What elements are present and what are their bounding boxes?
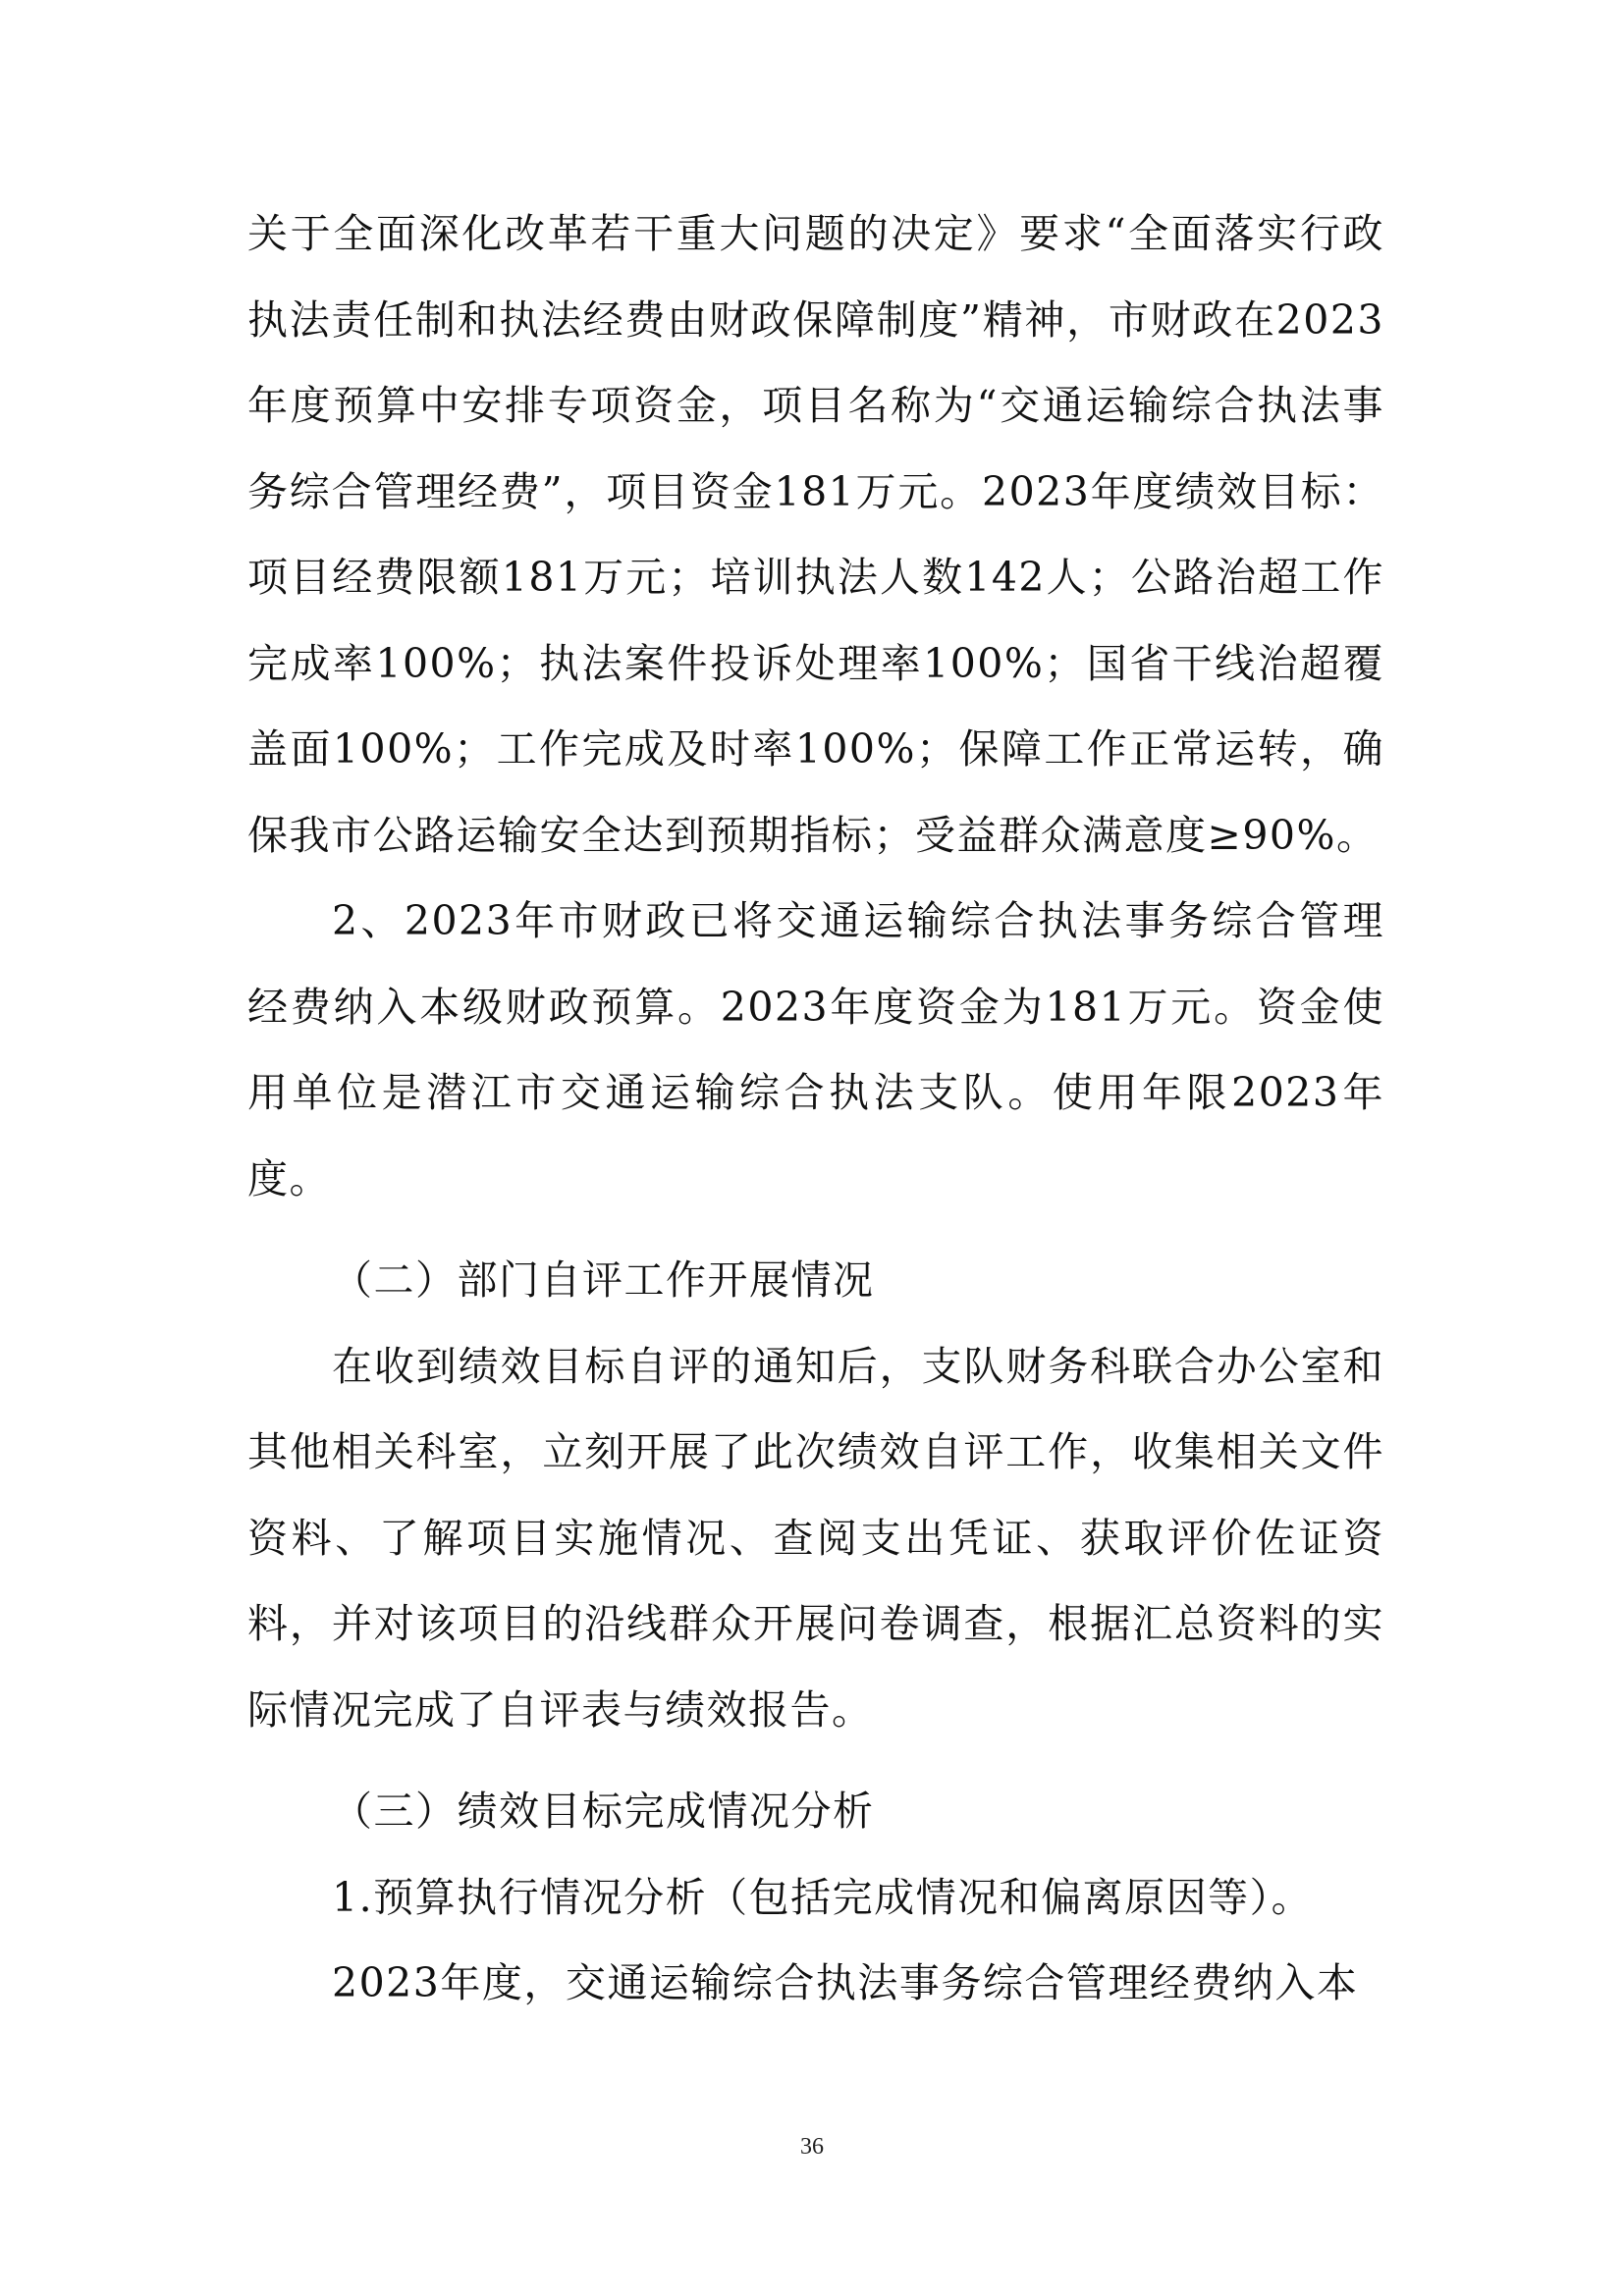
spacer bbox=[247, 1222, 1384, 1238]
section-heading-target-analysis: （三）绩效目标完成情况分析 bbox=[332, 1788, 875, 1835]
page-number: 36 bbox=[800, 2134, 824, 2160]
document-body bbox=[247, 191, 1384, 2027]
paragraph-performance-targets: 关于全面深化改革若干重大问题的决定》要求“全面落实行政执法责任制和执法经费由财政保障制度”精神，市财政在2023年度预算中安排专项资金，项目名称为“交通运输综合执法事务综合管理经费”，项目资金181万元。2023年度绩效目标：项目经费限额181万元；培训执法人数142人；公路治超工作完成率100%；执法案件投诉处理率100%；国省干线治超覆盖面100%；工作完成及时率100%；保障工作正常运转，确保我市公路运输安全达到预期指标；受益群众满意度≥90%。 bbox=[247, 210, 1384, 859]
paragraph-budget-execution: 2023年度，交通运输综合执法事务综合管理经费纳入本 bbox=[332, 1959, 1359, 2006]
spacer bbox=[247, 1753, 1384, 1769]
paragraph-self-evaluation: 在收到绩效目标自评的通知后，支队财务科联合办公室和其他相关科室，立刻开展了此次绩效自评工作，收集相关文件资料、了解项目实施情况、查阅支出凭证、获取评价佐证资料，并对该项目的沿线群众开展问卷调查，根据汇总资料的实际情况完成了自评表与绩效报告。 bbox=[247, 1342, 1384, 1734]
paragraph-budget-inclusion: 2、2023年市财政已将交通运输综合执法事务综合管理经费纳入本级财政预算。2023年度资金为181万元。资金使用单位是潜江市交通运输综合执法支队。使用年限2023年度。 bbox=[247, 897, 1384, 1202]
section-heading-self-evaluation: （二）部门自评工作开展情况 bbox=[332, 1256, 875, 1304]
paragraph-budget-execution-title: 1.预算执行情况分析（包括完成情况和偏离原因等）。 bbox=[332, 1873, 1314, 1921]
